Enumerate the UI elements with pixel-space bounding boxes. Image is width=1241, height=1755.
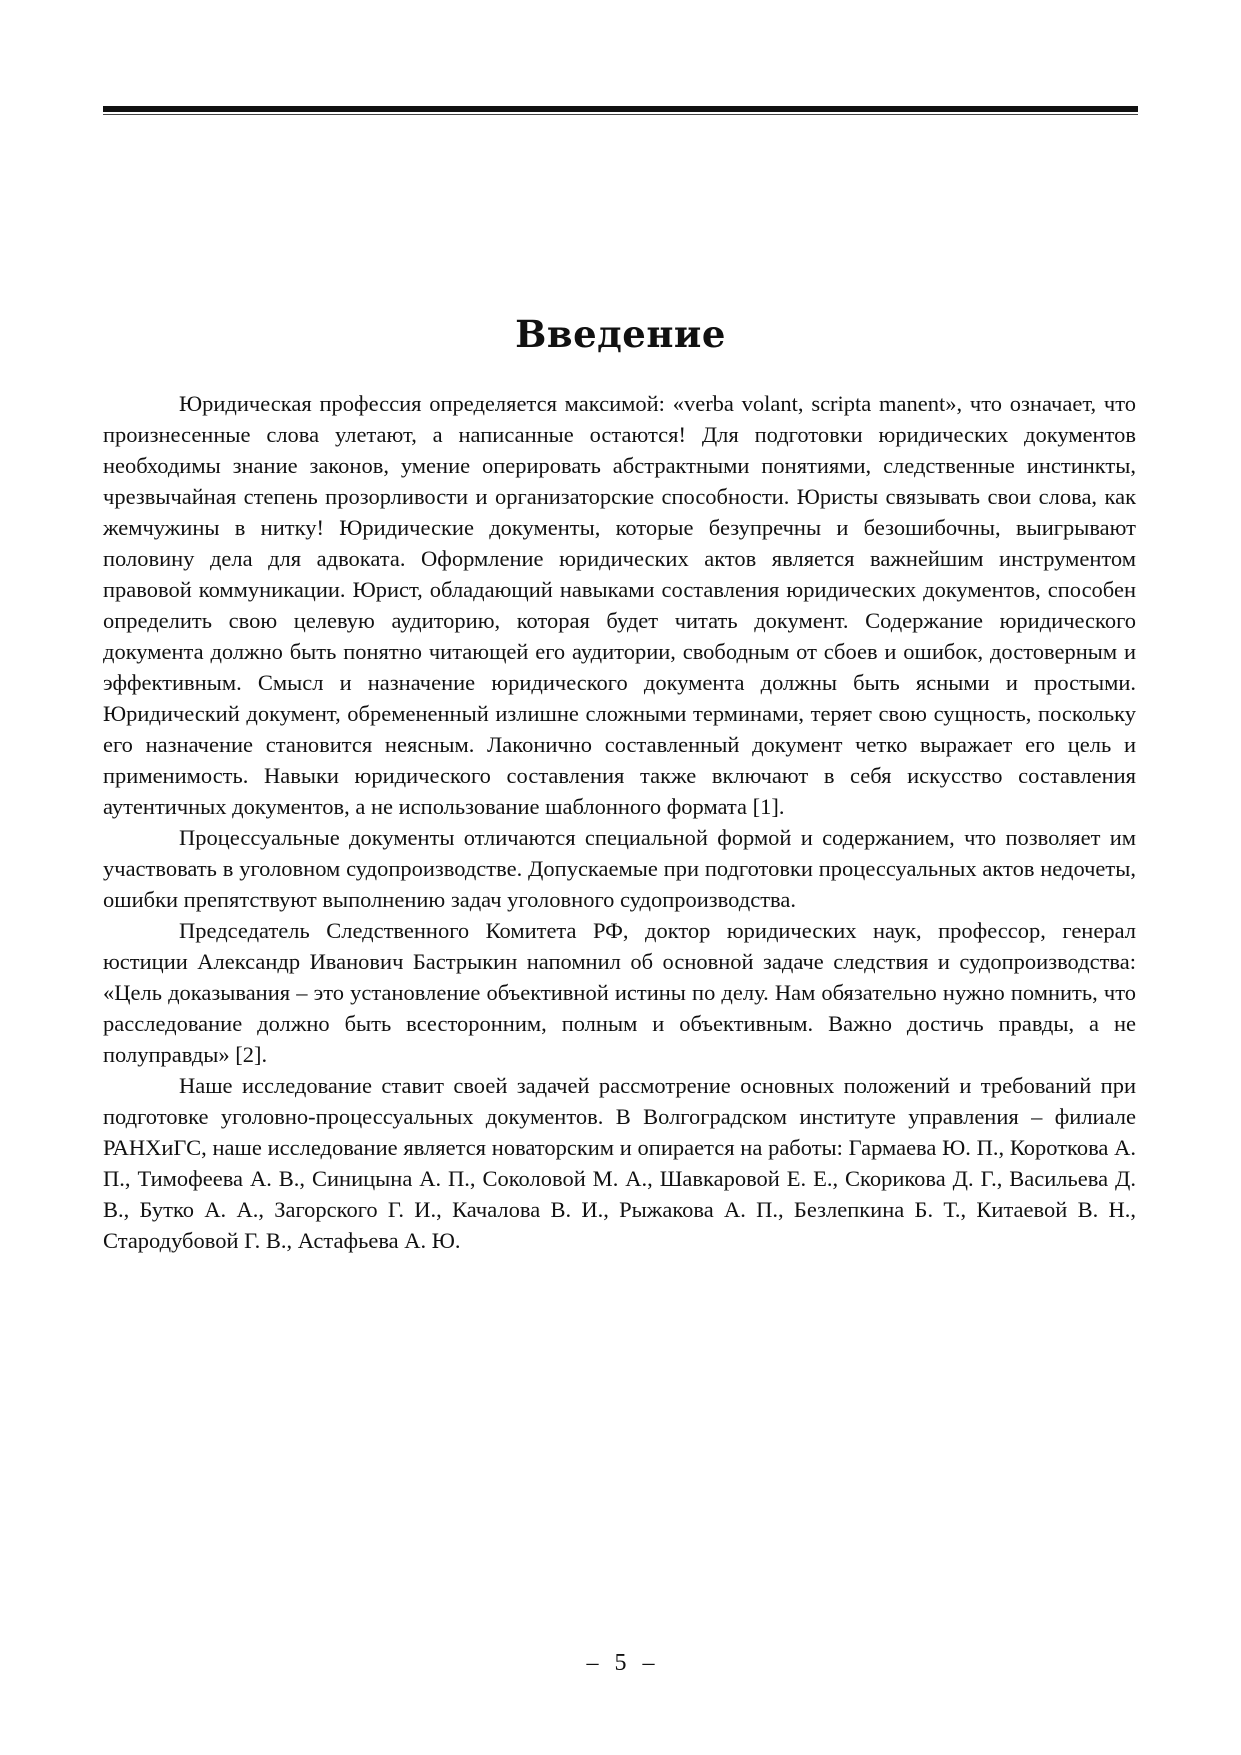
page-number: – 5 – bbox=[586, 1650, 655, 1676]
header-rule-thin bbox=[103, 114, 1138, 115]
paragraph-1: Юридическая профессия определяется максимой: «verba volant, scripta manent», что означает, что произнесенные слова улетают, а написанные остаются! Для подготовки юридических документов необходимы знание законов, умение оперировать абстрактными понятиями, следственные инстинкты, чрезвычайная степень прозорливости и организаторские способности. Юристы связывать свои слова, как жемчужины в нитку! Юридические документы, которые безупречны и безошибочны, выигрывают половину дела для адвоката. Оформление юридических актов является важнейшим инструментом правовой коммуникации. Юрист, обладающий навыками составления юридических документов, способен определить свою целевую аудиторию, которая будет читать документ. Содержание юридического документа должно быть понятно читающей его аудитории, свободным от сбоев и ошибок, достоверным и эффективным. Смысл и назначение юридического документа должны быть ясными и простыми. Юридический документ, обремененный излишне сложными терминами, теряет свою сущность, поскольку его назначение становится неясным. Лаконично составленный документ четко выражает его цель и применимость. Навыки юридического составления также включают в себя искусство составления аутентичных документов, а не использование шаблонного формата [1]. bbox=[103, 391, 1136, 819]
paragraph-3: Председатель Следственного Комитета РФ, доктор юридических наук, профессор, генерал юстиции Александр Иванович Бастрыкин напомнил об основной задаче следствия и судопроизводства: «Цель доказывания – это установление объективной истины по делу. Нам обязательно нужно помнить, что расследование должно быть всесторонним, полным и объективным. Важно достичь правды, а не полуправды» [2]. bbox=[103, 918, 1136, 1067]
header-rule bbox=[103, 106, 1138, 112]
paragraph-4: Наше исследование ставит своей задачей рассмотрение основных положений и требований при подготовке уголовно-процессуальных документов. В Волгоградском институте управления – филиале РАНХиГС, наше исследование является новаторским и опирается на работы: Гармаева Ю. П., Короткова А. П., Тимофеева А. В., Синицына А. П., Соколовой М. А., Шавкаровой Е. Е., Скорикова Д. Г., Васильева Д. В., Бутко А. А., Загорского Г. И., Качалова В. И., Рыжакова А. П., Безлепкина Б. Т., Китаевой В. Н., Стародубовой Г. В., Астафьева А. Ю. bbox=[103, 1073, 1136, 1253]
page-title: Введение bbox=[515, 312, 726, 356]
paragraph-2: Процессуальные документы отличаются специальной формой и содержанием, что позволяет им участвовать в уголовном судопроизводстве. Допускаемые при подготовки процессуальных актов недочеты, ошибки препятствуют выполнению задач уголовного судопроизводства. bbox=[103, 825, 1136, 912]
body-text bbox=[103, 388, 1136, 1256]
